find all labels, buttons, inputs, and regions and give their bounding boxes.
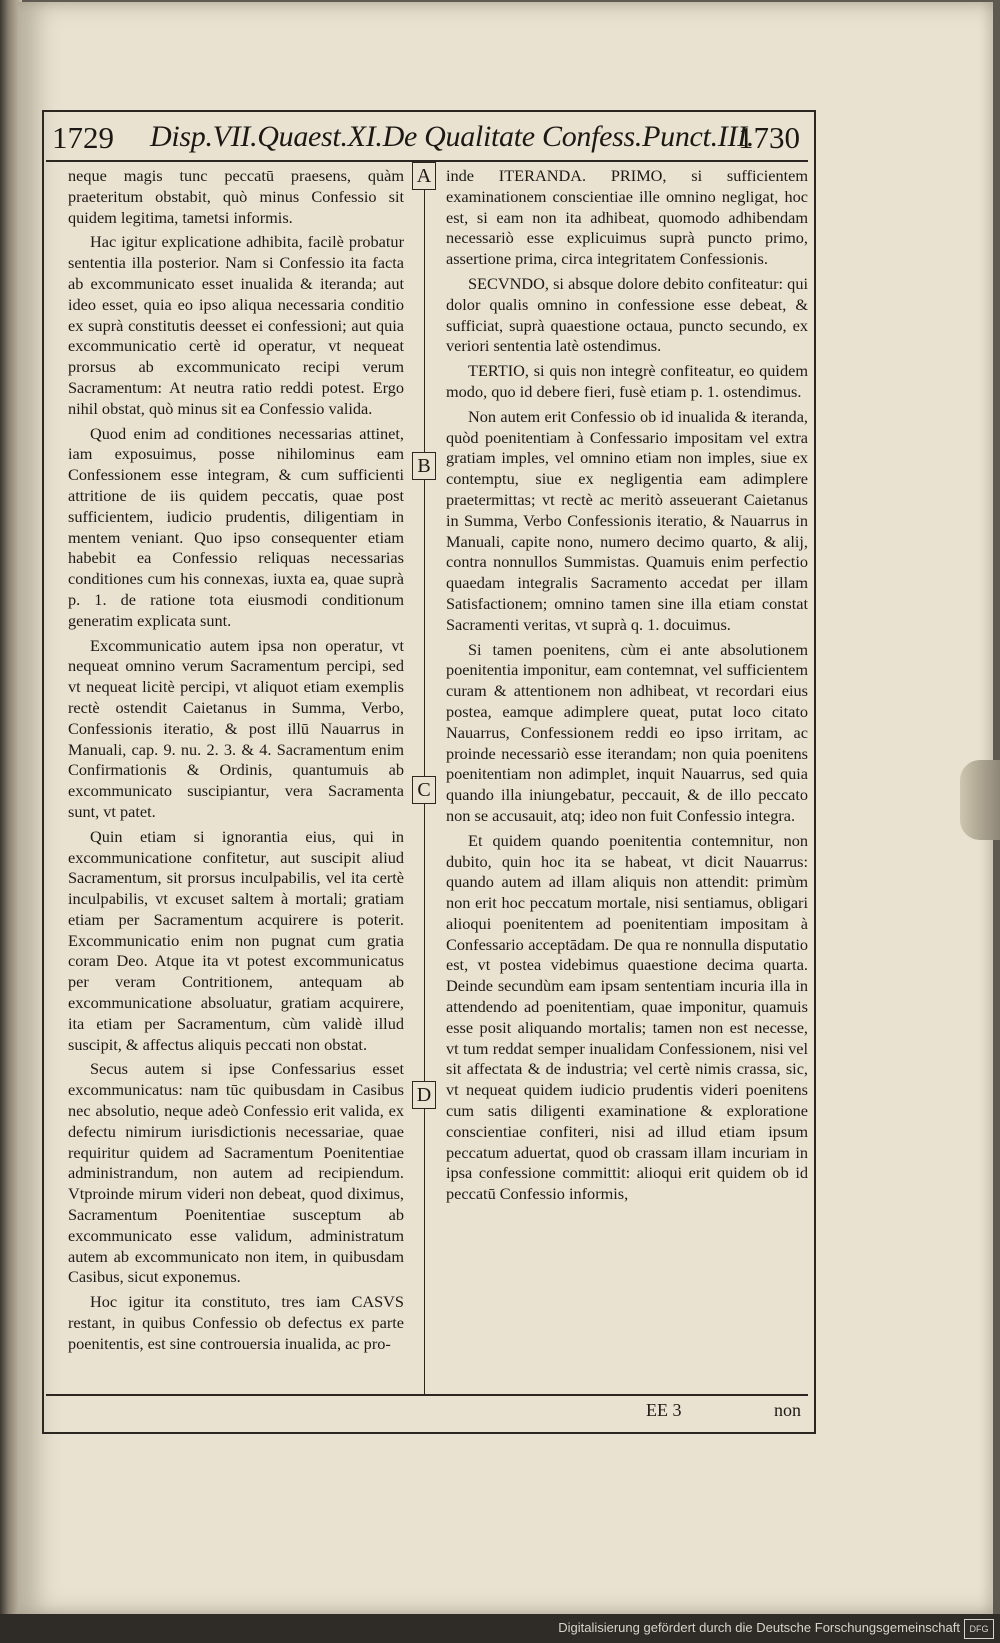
right-paragraph-2: SECVNDO, si absque dolore debito confiteatur: qui dolor qualis omnino in confessione esse debeat, & sufficiat, suprà quaestione octaua, puncto secundo, ex veriori sententia latè ostendimus.: [446, 273, 808, 356]
footer-rule: [46, 1394, 808, 1396]
catchword: non: [774, 1400, 801, 1420]
page-header: [46, 112, 808, 162]
left-paragraph-4: Excommunicatio autem ipsa non operatur, vt nequeat omnino verum Sacramentum percipi, sed vt nequeat licitè percipi, vt aliquot etiam exemplis rectè ostendit Caietanus in Summa, Verbo, Confessionis iteratio, & post illū Nauarrus in Manuali, cap. 9. nu. 2. 3. & 4. Sacramentum enim Confirmationis & Ordinis, quantumuis ab excommunicato suscipiantur, vera Sacramenta sunt, vt patet.: [68, 635, 404, 821]
left-paragraph-5: Quin etiam si ignorantia eius, qui in excommunicatione confitetur, aut suscipit aliud Sacramentum, sit prorsus inculpabilis, vel ita certè inculpabilis, vt excuset saltem à mortali; gratiam etiam per Sacramentum acquirere is poterit. Excommunicatio enim non pugnat cum gratia coram Deo. Atque ita vt potest excommunicatus per veram Contritionem, antequam ab excommunicatione absoluatur, gratiam acquirere, ita etiam per Sacramentum, cùm validè illud suscipit, & affectus aliquis peccati non obstat.: [68, 826, 404, 1054]
right-paragraph-6: Et quidem quando poenitentia contemnitur, non dubito, quin hoc ita se habeat, vt dicit Nauarrus: quando autem ad illam aliquis non attendit: primùm non erit hoc peccatum mortale, nisi sentiamus, obligari alioqui poenitentem ad poenitentiam impositam à Confessario acceptādam. De qua re nonnulla disputatio est, vt postea videbimus quaestione decima quarta. Deinde secundùm eam ipsam sententiam incuria illa in attendendo ad poenitentiam, quae imponitur, quamuis esse posit aliquando mortalis; tamen non est necesse, vt tum reddat semper inualidam Confessionem, nisi vel sit affectata & de industria; vel certè nimis crassa, sic, vt nequeat quidem iudicio prudentis videri poenitens cum satis diligenti examinatione & exploratione conscientiae confiteri, nisi ad illud etiam ipsum peccatum aduertat, quod ob crassam illam incuriam in ipsa confessione committit: alioqui erit quidem ob id peccatū Confessio informis,: [446, 830, 808, 1204]
page-number-left: 1729: [52, 120, 114, 155]
signature-mark: EE 3: [646, 1400, 682, 1420]
page-number-right: 1730: [738, 120, 800, 155]
margin-letter-b: B: [412, 452, 436, 480]
credit-text: Digitalisierung gefördert durch die Deutsche Forschungsgemeinschaft: [558, 1620, 960, 1635]
left-column: [68, 166, 404, 1359]
margin-letter-a: A: [412, 162, 436, 190]
right-column: [446, 166, 808, 1209]
running-head: Disp.VII.Quaest.XI.De Qualitate Confess.Punct.III.: [150, 120, 755, 153]
page-clasp: [960, 760, 1000, 840]
left-paragraph-3: Quod enim ad conditiones necessarias attinet, iam exposuimus, posse nihilominus eam Confessionem esse integram, & cum sufficienti attritione de iis quidem peccatis, quae post sufficientem, iudicio prudentis, diligentiam in mentem veniant. Quo ipso consequenter etiam habebit ea Confessio reliquas necessarias conditiones cum his connexas, iuxta ea, quae suprà p. 1. de ratione tota eiusmodi conditionum generatim explicata sunt.: [68, 423, 404, 630]
left-paragraph-7: Hoc igitur ita constituto, tres iam CASVS restant, in quibus Confessio ob defectus ex parte poenitentis, est sine controuersia inualida, ac pro-: [68, 1292, 404, 1353]
dfg-logo-icon: DFG: [964, 1619, 994, 1639]
left-paragraph-1: neque magis tunc peccatū praesens, quàm praeteritum obstabit, quò minus Confessio sit quidem legitima, tametsi informis.: [68, 166, 404, 227]
margin-letter-c: C: [412, 776, 436, 804]
right-paragraph-5: Si tamen poenitens, cùm ei ante absolutionem poenitentia imponitur, eam contemnat, vel sufficientem curam & attentionem non adhibeat, vt recordari eius postea, eamque adimplere queat, putat loco citato Nauarrus, Confessionem reddi eo ipso irritam, ac proinde necessariò esse iterandam; non quia poenitens poenitentiam non adimplet, inquit Nauarrus, sed quia quando illa iniungebatur, peccauit, & de illo peccato non se accusauit, atq; ideo non fuit Confessio integra.: [446, 639, 808, 825]
right-paragraph-3: TERTIO, si quis non integrè confiteatur, eo quidem modo, quo id debere fieri, fusè etiam p. 1. ostendimus.: [446, 361, 808, 401]
credit-bar: [0, 1614, 1000, 1643]
left-paragraph-6: Secus autem si ipse Confessarius esset excommunicatus: nam tūc quibusdam in Casibus nec absolutio, neque adeò Confessio erit valida, ex defectu nimirum iurisdictionis necessariae, quae requiritur quidem ad Sacramentum Poenitentiae administrandum, non autem ad recipiendum. Vtproinde mirum videri non debeat, quod diximus, Sacramentum Poenitentiae susceptum ab excommunicato esse validum, administratum autem ab excommunicato non item, in quibusdam Casibus, sicut exponemus.: [68, 1059, 404, 1287]
margin-letter-d: D: [412, 1081, 436, 1109]
right-paragraph-1: inde ITERANDA. PRIMO, si sufficientem examinationem conscientiae ille omnino negligat, hoc est, si eam non ita adhibeat, quomodo adhibendam necessariò esse explicuimus suprà puncto primo, assertione prima, circa integritatem Confessionis.: [446, 166, 808, 269]
right-paragraph-4: Non autem erit Confessio ob id inualida & iteranda, quòd poenitentiam à Confessario impositam vel extra gratiam imples, vel omnino etiam non imples, siue ex contemptu, siue ex negligentia eam adimplere praetermittas; vt rectè ac meritò asseuerant Caietanus in Summa, Verbo Confessionis iteratio, & Nauarrus in Manuali, capite nono, numero decimo quarto, & alij, contra nonnullos Summistas. Quamuis enim perfectio quaedam integralis Sacramento accedat per illam Satisfactionem; omnino tamen sine illa etiam constat Sacramenti veritas, vt suprà q. 1. docuimus.: [446, 406, 808, 634]
left-paragraph-2: Hac igitur explicatione adhibita, facilè probatur sententia illa posterior. Nam si Confessio ita facta ab excommunicato esset inualida & iteranda; aut ideo esset, quia eo ipso aliqua necessaria conditio ex suprà constitutis deesset ei confessioni; aut quia excommunicatio certè id operatur, vt nequeat prorsus ab excommunicato recipi verum Sacramentum: At neutra ratio reddi potest. Ergo nihil obstat, quò minus sit ea Confessio valida.: [68, 232, 404, 418]
